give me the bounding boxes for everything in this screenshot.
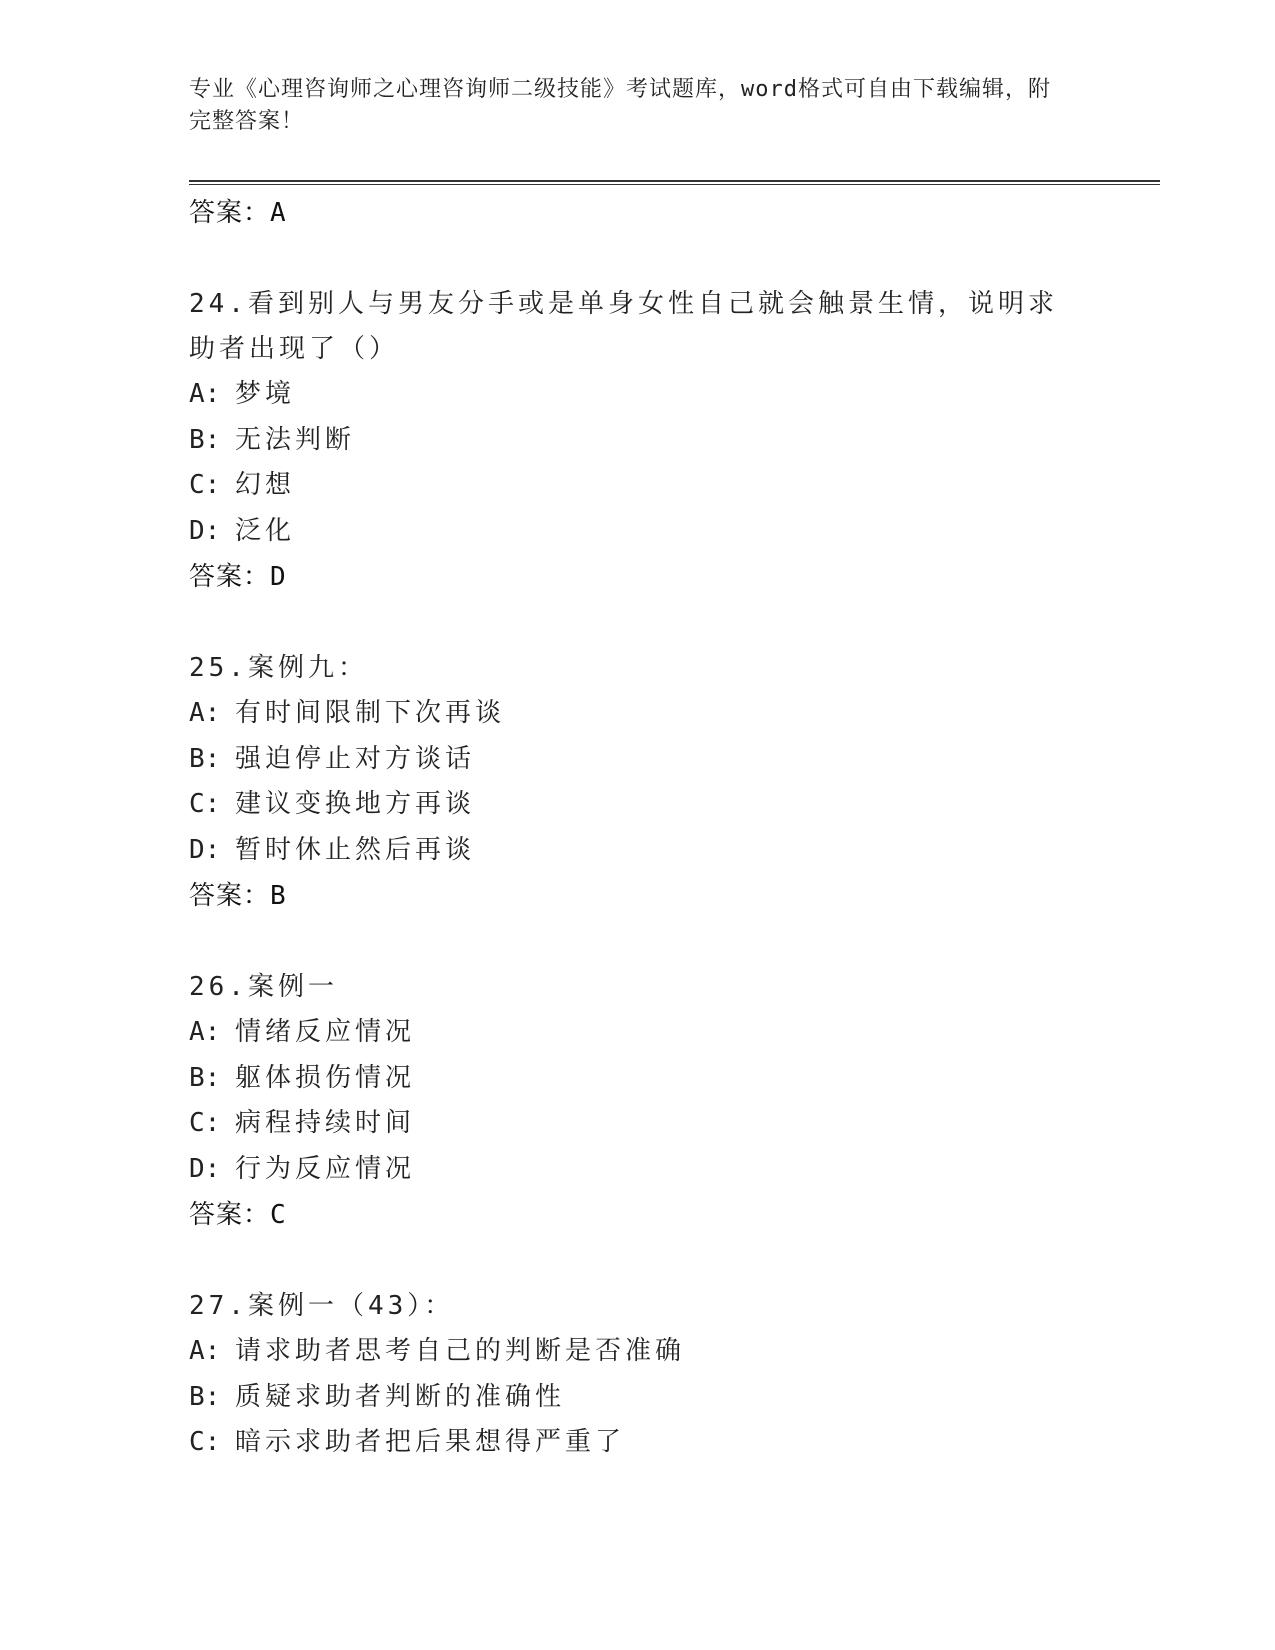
option-a — [189, 1010, 1089, 1056]
option-letter: D: — [189, 834, 221, 865]
option-text: 质疑求助者判断的准确性 — [235, 1381, 566, 1412]
option-text: 梦境 — [235, 379, 296, 409]
option-letter: C: — [189, 1427, 221, 1457]
option-letter: A: — [189, 379, 221, 409]
header-divider — [189, 180, 1160, 182]
option-b — [189, 1056, 1089, 1102]
answer-label: 答案：D — [189, 562, 287, 592]
option-letter: A: — [189, 1336, 221, 1366]
option-c — [189, 1101, 1089, 1147]
question-item — [189, 1284, 1089, 1466]
option-b — [189, 737, 1089, 783]
option-text: 泛化 — [235, 515, 296, 546]
document-header: 专业《心理咨询师之心理咨询师二级技能》考试题库，word格式可自由下载编辑，附完整答案！ — [189, 77, 1051, 134]
question-item — [189, 646, 1089, 919]
option-b — [189, 1375, 1089, 1421]
option-letter: D: — [189, 1153, 221, 1184]
option-text: 强迫停止对方谈话 — [235, 743, 476, 774]
option-c — [189, 782, 1089, 828]
option-d — [189, 828, 1089, 874]
option-letter: B: — [189, 424, 221, 455]
option-letter: C: — [189, 470, 221, 500]
option-c — [189, 463, 1089, 509]
option-letter: C: — [189, 789, 221, 819]
question-list — [189, 190, 1089, 1466]
option-d — [189, 1147, 1089, 1193]
option-text: 躯体损伤情况 — [235, 1062, 416, 1093]
question-item — [189, 282, 1089, 600]
option-text: 无法判断 — [235, 424, 356, 455]
header-divider-thin — [189, 184, 1160, 185]
option-a — [189, 372, 1089, 418]
option-letter: A: — [189, 698, 221, 728]
question-stem: 25.案例九： — [189, 653, 368, 683]
option-text: 建议变换地方再谈 — [235, 789, 476, 819]
option-c — [189, 1420, 1089, 1466]
question-stem: 24.看到别人与男友分手或是单身女性自己就会触景生情，说明求助者出现了（） — [189, 289, 1058, 364]
option-text: 行为反应情况 — [235, 1153, 416, 1184]
option-d — [189, 509, 1089, 555]
option-letter: B: — [189, 1062, 221, 1093]
option-letter: A: — [189, 1017, 221, 1047]
question-item — [189, 965, 1089, 1238]
answer-label: 答案：B — [189, 881, 287, 911]
option-b — [189, 418, 1089, 464]
question-stem: 26.案例一 — [189, 972, 338, 1002]
answer-label: 答案：C — [189, 1200, 287, 1230]
option-text: 暗示求助者把后果想得严重了 — [235, 1427, 626, 1457]
option-letter: C: — [189, 1108, 221, 1138]
answer-label: 答案：A — [189, 198, 287, 228]
option-text: 暂时休止然后再谈 — [235, 834, 476, 865]
option-text: 请求助者思考自己的判断是否准确 — [235, 1336, 686, 1366]
question-stem: 27.案例一（43）： — [189, 1291, 455, 1321]
option-letter: B: — [189, 1381, 221, 1412]
option-text: 幻想 — [235, 470, 296, 500]
option-text: 情绪反应情况 — [235, 1017, 416, 1047]
option-letter: D: — [189, 515, 221, 546]
option-a — [189, 1329, 1089, 1375]
option-text: 病程持续时间 — [235, 1108, 416, 1138]
option-text: 有时间限制下次再谈 — [235, 698, 506, 728]
option-a — [189, 691, 1089, 737]
option-letter: B: — [189, 743, 221, 774]
